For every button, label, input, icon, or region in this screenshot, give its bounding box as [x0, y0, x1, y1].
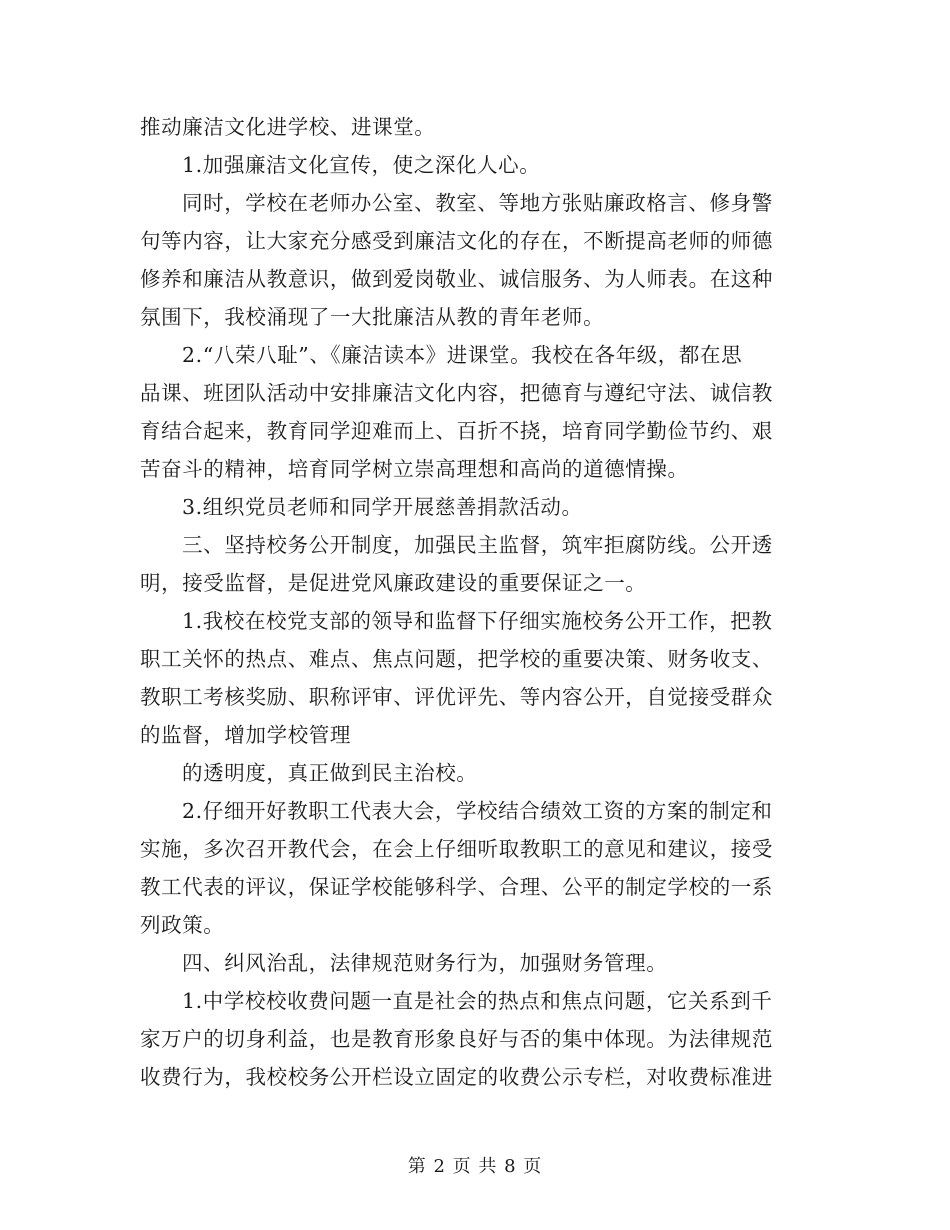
- text-line: 2.“八荣八耻”、《廉洁读本》进课堂。我校在各年级，都在思: [182, 343, 743, 367]
- page-footer: 第 2 页 共 8 页: [407, 1156, 543, 1177]
- text-line: 句等内容，让大家充分感受到廉洁文化的存在，不断提高老师的师德: [140, 229, 773, 253]
- text-line: 实施，多次召开教代会，在会上仔细听取教职工的意见和建议，接受: [140, 837, 773, 861]
- text-line: 育结合起来，教育同学迎难而上、百折不挠，培育同学勤俭节约、艰: [140, 419, 773, 443]
- text-line: 修养和廉洁从教意识，做到爱岗敬业、诚信服务、为人师表。在这种: [140, 267, 773, 291]
- text-line: 家万户的切身利益，也是教育形象良好与否的集中体现。为法律规范: [140, 1027, 773, 1051]
- text-line: 职工关怀的热点、难点、焦点问题，把学校的重要决策、财务收支、: [140, 647, 773, 671]
- text-line: 1.我校在校党支部的领导和监督下仔细实施校务公开工作，把教: [182, 609, 773, 633]
- text-line: 明，接受监督，是促进党风廉政建设的重要保证之一。: [140, 571, 647, 595]
- text-line: 四、纠风治乱，法律规范财务行为，加强财务管理。: [182, 951, 668, 975]
- text-line: 的透明度，真正做到民主治校。: [182, 761, 478, 785]
- text-line: 的监督，增加学校管理: [140, 723, 351, 747]
- text-line: 三、坚持校务公开制度，加强民主监督，筑牢拒腐防线。公开透: [182, 533, 773, 557]
- text-line: 教职工考核奖励、职称评审、评优评先、等内容公开，自觉接受群众: [140, 685, 773, 709]
- text-line: 同时，学校在老师办公室、教室、等地方张贴廉政格言、修身警: [182, 191, 773, 215]
- text-line: 推动廉洁文化进学校、进课堂。: [140, 115, 436, 139]
- text-line: 2.仔细开好教职工代表大会，学校结合绩效工资的方案的制定和: [182, 799, 773, 823]
- text-line: 1.中学校校收费问题一直是社会的热点和焦点问题，它关系到千: [182, 989, 773, 1013]
- text-line: 列政策。: [140, 913, 225, 937]
- text-line: 品课、班团队活动中安排廉洁文化内容，把德育与遵纪守法、诚信教: [140, 381, 773, 405]
- text-line: 收费行为，我校校务公开栏设立固定的收费公示专栏，对收费标准进: [140, 1065, 773, 1089]
- text-line: 3.组织党员老师和同学开展慈善捐款活动。: [182, 495, 583, 519]
- text-line: 教工代表的评议，保证学校能够科学、合理、公平的制定学校的一系: [140, 875, 773, 899]
- text-line: 苦奋斗的精神，培育同学树立崇高理想和高尚的道德情操。: [140, 457, 689, 481]
- document-body: [140, 108, 810, 1096]
- text-line: 1.加强廉洁文化宣传，使之深化人心。: [182, 153, 541, 177]
- text-line: 氛围下，我校涌现了一大批廉洁从教的青年老师。: [140, 305, 605, 329]
